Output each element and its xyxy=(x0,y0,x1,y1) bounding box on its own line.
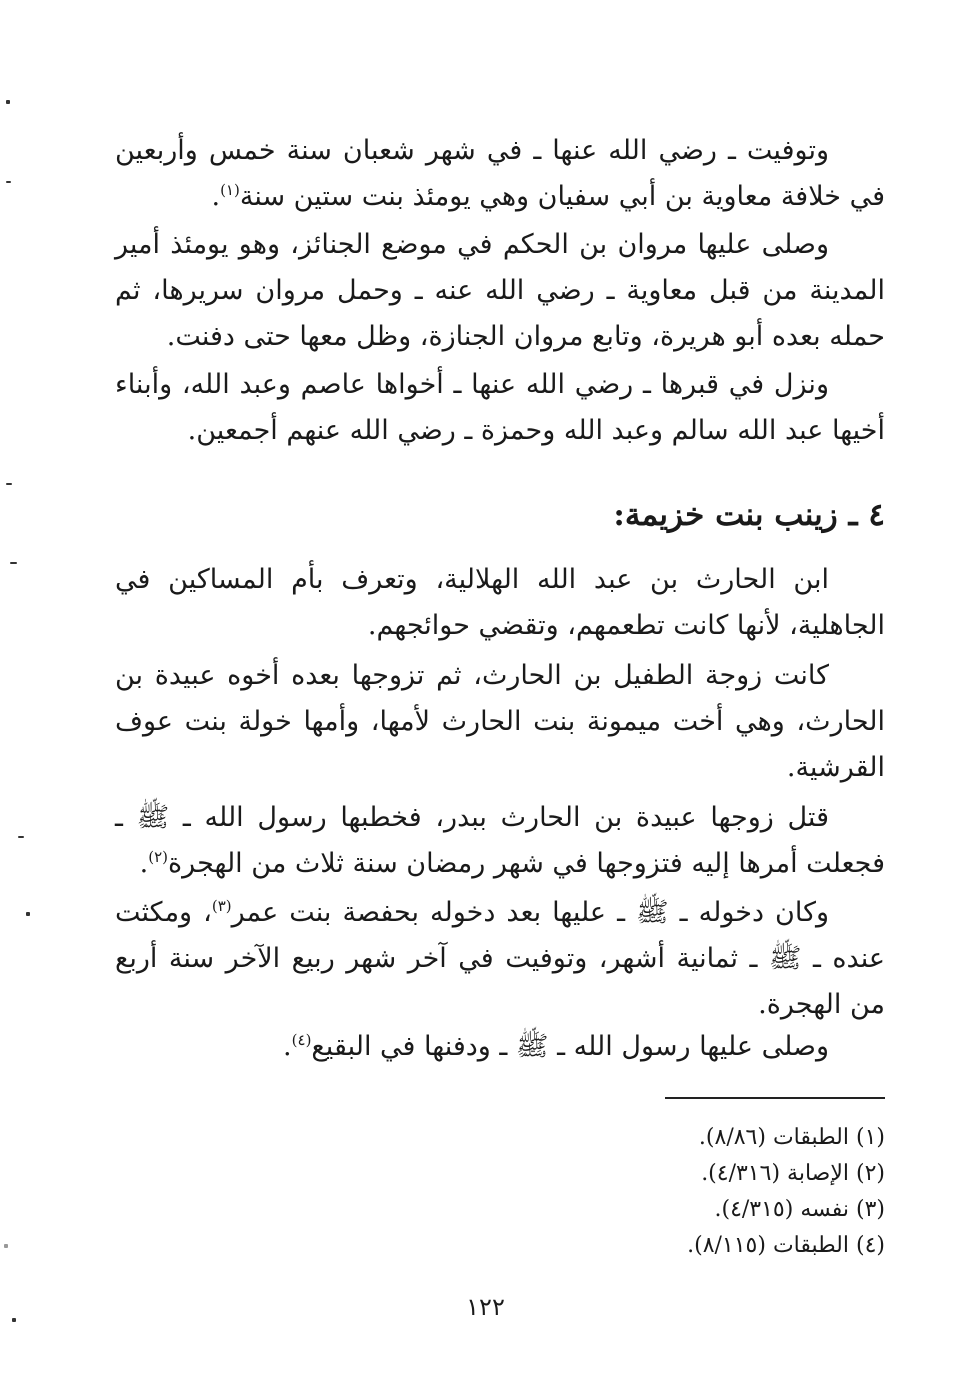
scan-speck xyxy=(26,912,30,916)
footnote-item: (١) الطبقات (٨/٨٦). xyxy=(698,1125,885,1150)
paragraph-text: وكان دخوله ـ ﷺ ـ عليها بعد دخوله بحفصة بنت عمر xyxy=(231,897,829,928)
paragraph-lineage xyxy=(115,557,885,649)
paragraph-burial xyxy=(115,362,885,454)
paragraph-proposal xyxy=(115,795,885,887)
scan-speck xyxy=(12,1318,16,1322)
paragraph-text: وتوفيت ـ رضي الله عنها ـ في شهر شعبان سنة خمس وأربعين في خلافة معاوية بن أبي سفيان وهي يومئذ بنت ستين سنة xyxy=(115,135,885,212)
footnote-item: (٣) نفسه (٤/٣١٥). xyxy=(714,1197,885,1222)
paragraph-death-date xyxy=(115,128,885,220)
paragraph-marriages xyxy=(115,653,885,791)
footnote-item: (٤) الطبقات (٨/١١٥). xyxy=(687,1233,885,1258)
scan-speck xyxy=(6,181,11,183)
footnotes-list xyxy=(485,1120,885,1264)
footnote-reference: (٣) xyxy=(211,897,232,915)
footnote-reference: (٢) xyxy=(148,848,169,866)
paragraph-text: وصلى عليها رسول الله ـ ﷺ ـ ودفنها في البقيع xyxy=(311,1031,829,1062)
footnote-reference: (١) xyxy=(220,181,240,199)
paragraph-text: وصلى عليها مروان بن الحكم في موضع الجنائز، وهو يومئذ أمير المدينة من قبل معاوية ـ رضي الله عنه ـ وحمل مروان سريرها، ثم حمله بعده أبو هريرة، وتابع مروان الجنازة، وظل معها حتى دفنت. xyxy=(115,229,885,352)
paragraph-tail: . xyxy=(283,1031,292,1062)
section-heading: ٤ ـ زينب بنت خزيمة: xyxy=(613,497,885,533)
paragraph-text: قتل زوجها عبيدة بن الحارث ببدر، فخطبها رسول الله ـ ﷺ ـ فجعلت أمرها إليه فتزوجها في شهر رمضان سنة ثلاث من الهجرة xyxy=(115,802,885,879)
scan-speck xyxy=(6,483,12,485)
footnote-reference: (٤) xyxy=(291,1031,312,1049)
footnote-separator xyxy=(665,1097,885,1099)
paragraph-tail: . xyxy=(211,181,221,212)
paragraph-text: ونزل في قبرها ـ رضي الله عنها ـ أخواها عاصم وعبد الله، وأبناء أخيها عبد الله سالم وعبد الله وحمزة ـ رضي الله عنهم أجمعين. xyxy=(115,369,885,446)
page-number: ١٢٢ xyxy=(466,1293,505,1321)
footnote-item: (٢) الإصابة (٤/٣١٦). xyxy=(701,1161,885,1186)
paragraph-residence xyxy=(115,890,885,1028)
paragraph-text: كانت زوجة الطفيل بن الحارث، ثم تزوجها بعده أخوه عبيدة بن الحارث، وهي أخت ميمونة بنت الحارث لأمها، وأمها خولة بنت عوف القرشية. xyxy=(115,660,885,783)
paragraph-final-prayer xyxy=(115,1024,885,1070)
paragraph-text: ابن الحارث بن عبد الله الهلالية، وتعرف بأم المساكين في الجاهلية، لأنها كانت تطعمهم، وتقضي حوائجهم. xyxy=(115,564,885,641)
scan-speck xyxy=(6,100,10,104)
paragraph-tail: ، ومكثت عنده ـ ﷺ ـ ثمانية أشهر، وتوفيت في آخر شهر ربيع الآخر سنة أربع من الهجرة. xyxy=(115,897,885,1020)
paragraph-funeral-prayer xyxy=(115,222,885,360)
paragraph-tail: . xyxy=(139,848,149,879)
scan-speck xyxy=(4,1244,8,1248)
scan-speck xyxy=(18,836,24,838)
scan-speck xyxy=(10,562,17,564)
